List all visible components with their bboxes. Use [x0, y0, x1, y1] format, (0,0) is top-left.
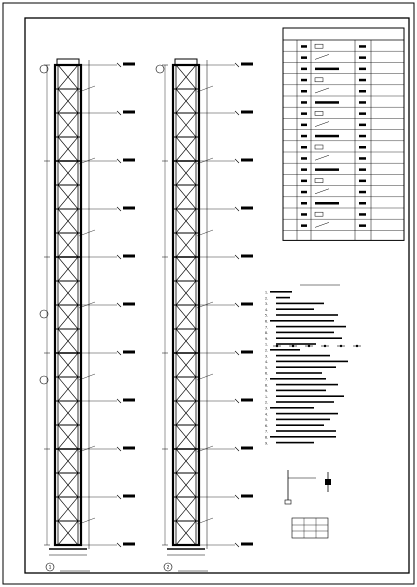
schedule-mark	[301, 168, 307, 171]
elevation-tick	[117, 303, 121, 307]
notes-text-line	[276, 332, 334, 334]
notes-text-line	[276, 401, 334, 403]
notes-text-line	[270, 378, 326, 380]
notes-item-number: 3.	[265, 302, 269, 307]
elevation-label-block	[241, 159, 253, 162]
notes-text-line	[276, 361, 348, 363]
elevation-tick	[117, 447, 121, 451]
notes-text-line	[276, 326, 346, 328]
schedule-sketch	[315, 145, 323, 149]
notes-text-line	[276, 395, 344, 397]
schedule-mark	[301, 68, 307, 71]
elevation-label-block	[241, 303, 253, 306]
schedule-sketch	[315, 88, 329, 93]
detail-table-frame	[292, 518, 328, 538]
elevation-tick	[235, 63, 239, 67]
notes-item-number: 6.	[265, 319, 269, 324]
notes-item-number: 7.	[265, 325, 269, 330]
schedule-sketch	[315, 202, 339, 205]
schedule-mark	[301, 180, 307, 183]
notes-text-line	[270, 349, 300, 351]
notes-symbol-dot	[340, 345, 342, 347]
notes-item-number: 1.	[265, 342, 269, 347]
notes-item-number: 9.	[265, 389, 269, 394]
elevation-tick	[117, 63, 121, 67]
notes-symbol-dot	[276, 345, 278, 347]
elevation-label-block	[241, 399, 253, 402]
schedule-mark	[301, 191, 307, 194]
elevation-label-block	[123, 159, 135, 162]
schedule-mark	[301, 101, 307, 104]
notes-item-number: 2.	[265, 348, 269, 353]
drawing-frame	[25, 18, 409, 573]
elevation-label-block	[241, 447, 253, 450]
notes-item-number: 2.	[265, 296, 269, 301]
detail-footing	[285, 500, 291, 504]
notes-text-line	[276, 308, 314, 310]
notes-text-line	[276, 424, 324, 426]
notes-item-number: 8.	[265, 331, 269, 336]
elevation-label-block	[123, 543, 135, 546]
notes-item-number: 4.	[265, 360, 269, 365]
elevation-tick	[117, 255, 121, 259]
elevation-tick	[235, 255, 239, 259]
notes-text-line	[276, 343, 316, 345]
elevation-label-block	[241, 255, 253, 258]
detail-table	[292, 518, 328, 538]
elevation-tick	[117, 495, 121, 499]
elevation-tick	[117, 399, 121, 403]
elevation-label-block	[123, 255, 135, 258]
design-notes	[265, 285, 361, 538]
notes-item-number: 8.	[265, 435, 269, 440]
schedule-qty	[359, 180, 366, 183]
notes-item-number: 9.	[265, 336, 269, 341]
notes-text-line	[276, 442, 314, 444]
elevation-tick	[235, 495, 239, 499]
schedule-mark	[301, 135, 307, 138]
schedule-sketch	[315, 179, 323, 183]
schedule-sketch	[315, 168, 339, 171]
schedule-sketch	[315, 101, 339, 104]
schedule-mark	[301, 202, 307, 205]
schedule-qty	[359, 124, 366, 127]
notes-item-number: 5.	[265, 313, 269, 318]
elevation-label-block	[241, 63, 253, 66]
notes-item-number: 5.	[265, 418, 269, 423]
notes-item-number: 6.	[265, 423, 269, 428]
notes-text-line	[276, 430, 336, 432]
notes-item-number: 2.	[265, 400, 269, 405]
schedule-sketch	[315, 68, 339, 71]
elevation-tick	[117, 351, 121, 355]
elevation-label-block	[123, 495, 135, 498]
caption-marker-label: 2	[166, 565, 170, 571]
detail-section-fill	[325, 479, 331, 485]
notes-symbol-dot	[356, 345, 358, 347]
schedule-qty	[359, 45, 366, 48]
notes-item-number: 1.	[265, 290, 269, 295]
elevation-tick	[117, 543, 121, 547]
elevation-tick	[235, 399, 239, 403]
elevation-tick	[117, 111, 121, 115]
schedule-sketch	[315, 44, 323, 48]
notes-text-line	[276, 314, 338, 316]
notes-text-line	[276, 303, 324, 305]
notes-text-line	[270, 320, 334, 322]
schedule-qty	[359, 168, 366, 171]
notes-item-number: 7.	[265, 429, 269, 434]
schedule-mark	[301, 124, 307, 127]
notes-text-line	[270, 291, 292, 293]
schedule-qty	[359, 112, 366, 115]
notes-text-line	[276, 384, 338, 386]
schedule-qty	[359, 135, 366, 138]
caption-marker-label: 1	[48, 565, 52, 571]
notes-text-line	[276, 355, 330, 357]
schedule-sketch	[315, 135, 339, 138]
elevation-tick	[235, 447, 239, 451]
notes-item-number: 8.	[265, 383, 269, 388]
schedule-frame	[283, 28, 404, 240]
schedule-sketch	[315, 122, 329, 127]
schedule-qty	[359, 191, 366, 194]
elevation-tick	[235, 351, 239, 355]
axis-bubble	[156, 65, 164, 73]
elevation-label-block	[123, 111, 135, 114]
schedule-sketch	[315, 189, 329, 194]
elevation-tick	[235, 207, 239, 211]
schedule-qty	[359, 213, 366, 216]
schedule-sketch	[315, 111, 323, 115]
schedule-mark	[301, 157, 307, 160]
elevation-label-block	[123, 303, 135, 306]
schedule-qty	[359, 90, 366, 93]
notes-text-line	[276, 366, 336, 368]
schedule-qty	[359, 146, 366, 149]
schedule-sketch	[315, 222, 329, 227]
elevation-label-block	[123, 63, 135, 66]
schedule-sketch	[315, 155, 329, 160]
schedule-sketch	[315, 78, 323, 82]
elevation-label-block	[123, 351, 135, 354]
notes-item-number: 5.	[265, 365, 269, 370]
notes-item-number: 4.	[265, 307, 269, 312]
schedule-mark	[301, 224, 307, 227]
schedule-mark	[301, 45, 307, 48]
elevation-tick	[235, 303, 239, 307]
schedule-mark	[301, 213, 307, 216]
notes-symbol-dot	[308, 345, 310, 347]
elevation-tick	[235, 111, 239, 115]
elevation-tick	[117, 159, 121, 163]
notes-item-number: 7.	[265, 377, 269, 382]
elevation-label-block	[241, 111, 253, 114]
notes-item-number: 4.	[265, 412, 269, 417]
elevation-tick	[235, 159, 239, 163]
schedule-sketch	[315, 212, 323, 216]
component-schedule-table	[283, 28, 404, 240]
notes-symbol-dot	[324, 345, 326, 347]
elevation-label-block	[241, 495, 253, 498]
tower-a	[44, 59, 135, 571]
notes-item-number: 3.	[265, 354, 269, 359]
schedule-qty	[359, 157, 366, 160]
schedule-mark	[301, 146, 307, 149]
notes-text-line	[270, 436, 336, 438]
notes-item-number: 1.	[265, 394, 269, 399]
notes-item-number: 3.	[265, 406, 269, 411]
schedule-qty	[359, 56, 366, 59]
schedule-mark	[301, 79, 307, 82]
schedule-qty	[359, 79, 366, 82]
schedule-sketch	[315, 54, 329, 59]
elevation-label-block	[241, 207, 253, 210]
notes-item-number: 9.	[265, 441, 269, 446]
schedule-qty	[359, 101, 366, 104]
elevation-tick	[235, 543, 239, 547]
notes-text-line	[276, 372, 322, 374]
schedule-mark	[301, 112, 307, 115]
notes-text-line	[276, 413, 338, 415]
schedule-qty	[359, 202, 366, 205]
elevation-label-block	[123, 447, 135, 450]
tower-elevations	[40, 59, 253, 571]
schedule-mark	[301, 90, 307, 93]
schedule-qty	[359, 224, 366, 227]
elevation-label-block	[123, 207, 135, 210]
tower-b	[162, 59, 253, 571]
notes-item-number: 6.	[265, 371, 269, 376]
elevation-label-block	[123, 399, 135, 402]
notes-text-line	[276, 297, 290, 299]
notes-text-line	[270, 407, 314, 409]
elevation-label-block	[241, 543, 253, 546]
notes-text-line	[276, 337, 342, 339]
schedule-mark	[301, 56, 307, 59]
schedule-qty	[359, 68, 366, 71]
elevation-label-block	[241, 351, 253, 354]
notes-text-line	[276, 419, 330, 421]
notes-symbol-dot	[292, 345, 294, 347]
notes-text-line	[276, 390, 326, 392]
elevation-tick	[117, 207, 121, 211]
